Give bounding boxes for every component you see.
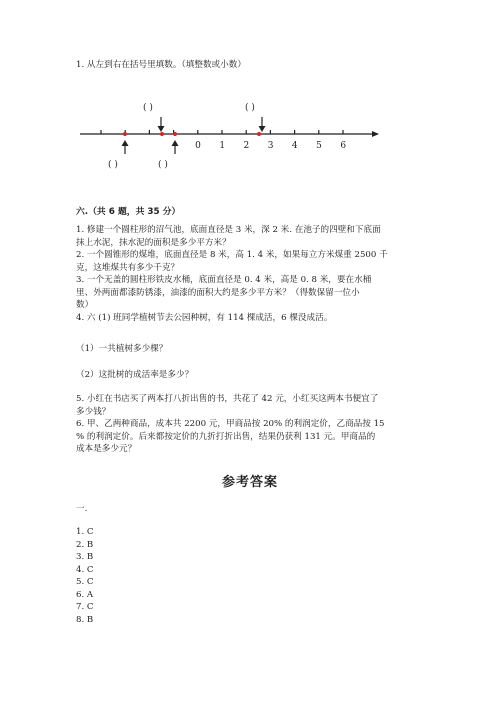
question-line: 克，这堆煤共有多少千克？ xyxy=(76,262,180,273)
up-arrow-icon xyxy=(122,140,129,154)
blank-4: ( ) xyxy=(158,160,168,170)
answers-section-label: 一. xyxy=(76,504,88,514)
marker-point xyxy=(257,132,261,136)
down-arrow-icon xyxy=(158,117,165,132)
question-line: 数） xyxy=(76,300,94,310)
blank-1: ( ) xyxy=(143,103,153,113)
answer-item: 7. C xyxy=(76,602,94,612)
sub-question-1: （1）一共植树多少棵？ xyxy=(76,344,168,354)
marker-point xyxy=(160,132,164,136)
blank-2: ( ) xyxy=(245,103,255,113)
tick-label: 6 xyxy=(340,141,347,151)
question-line: % 的利润定价。后来都按定价的九折打折出售，结果仍获利 131 元。甲商品的 xyxy=(76,431,376,442)
tick-labels xyxy=(195,141,346,151)
answer-item: 8. B xyxy=(76,614,94,625)
tick-label: 4 xyxy=(291,141,298,151)
tick-marks xyxy=(101,130,343,134)
up-arrow-icon xyxy=(172,140,179,154)
question-line: 2. 一个圆锥形的煤堆，底面直径是 8 米，高 1. 4 米，如果每立方米煤重 2500 千 xyxy=(76,250,388,260)
tick-label: 2 xyxy=(243,141,250,151)
tick-label: 0 xyxy=(195,141,201,151)
question-line: 6. 甲、乙两种商品，成本共 2200 元，甲商品按 20% 的利润定价，乙商品按 15 xyxy=(76,419,385,429)
question-line: 里、外两面都漆防锈漆，油漆的面积大约是多少平方米？（得数保留一位小 xyxy=(76,287,360,298)
question-line: 1. 修建一个圆柱形的沼气池，底面直径是 3 米，深 2 米. 在池子的四壁和下底面 xyxy=(76,225,381,235)
question-line: 抹上水泥，抹水泥的面积是多少平方米？ xyxy=(76,237,231,248)
section6-questions xyxy=(76,224,388,324)
q1-instruction: 1. 从左到右在括号里填数。（填整数或小数） xyxy=(76,60,246,70)
sub-question-2: （2）这批树的成活率是多少？ xyxy=(76,370,194,380)
question-line: 4. 六 (1) 班同学植树节去公园种树，有 114 棵成活，6 棵没成活。 xyxy=(76,312,333,323)
answer-item: 3. B xyxy=(76,552,94,562)
question-line: 5. 小红在书店买了两本打八折出售的书，共花了 42 元，小红买这两本书便宜了 xyxy=(76,394,379,404)
axis-arrowhead-icon xyxy=(372,131,379,137)
answer-item: 5. C xyxy=(76,577,94,587)
tick-label: 3 xyxy=(267,141,274,151)
question-line: 成本是多少元？ xyxy=(76,444,137,454)
question-line: 3. 一个无盖的圆柱形铁皮水桶，底面直径是 0. 4 米，高是 0. 8 米，要在水桶 xyxy=(76,275,372,285)
marker-point xyxy=(173,132,177,136)
question-line: 多少钱？ xyxy=(76,406,111,417)
tick-label: 1 xyxy=(219,141,226,151)
answer-item: 4. C xyxy=(76,564,94,575)
answer-item: 1. C xyxy=(76,527,94,537)
blank-3: ( ) xyxy=(108,160,118,170)
down-arrow-icon xyxy=(259,117,266,132)
number-line-figure xyxy=(0,95,500,175)
section6-questions-cont xyxy=(76,393,385,456)
marker-point xyxy=(123,132,127,136)
answer-item: 6. A xyxy=(76,589,94,600)
answer-list xyxy=(76,526,94,626)
tick-label: 5 xyxy=(316,141,322,151)
section6-heading: 六.（共 6 题，共 35 分） xyxy=(76,207,181,217)
answers-title: 参考答案 xyxy=(221,475,278,490)
answer-item: 2. B xyxy=(76,539,94,550)
